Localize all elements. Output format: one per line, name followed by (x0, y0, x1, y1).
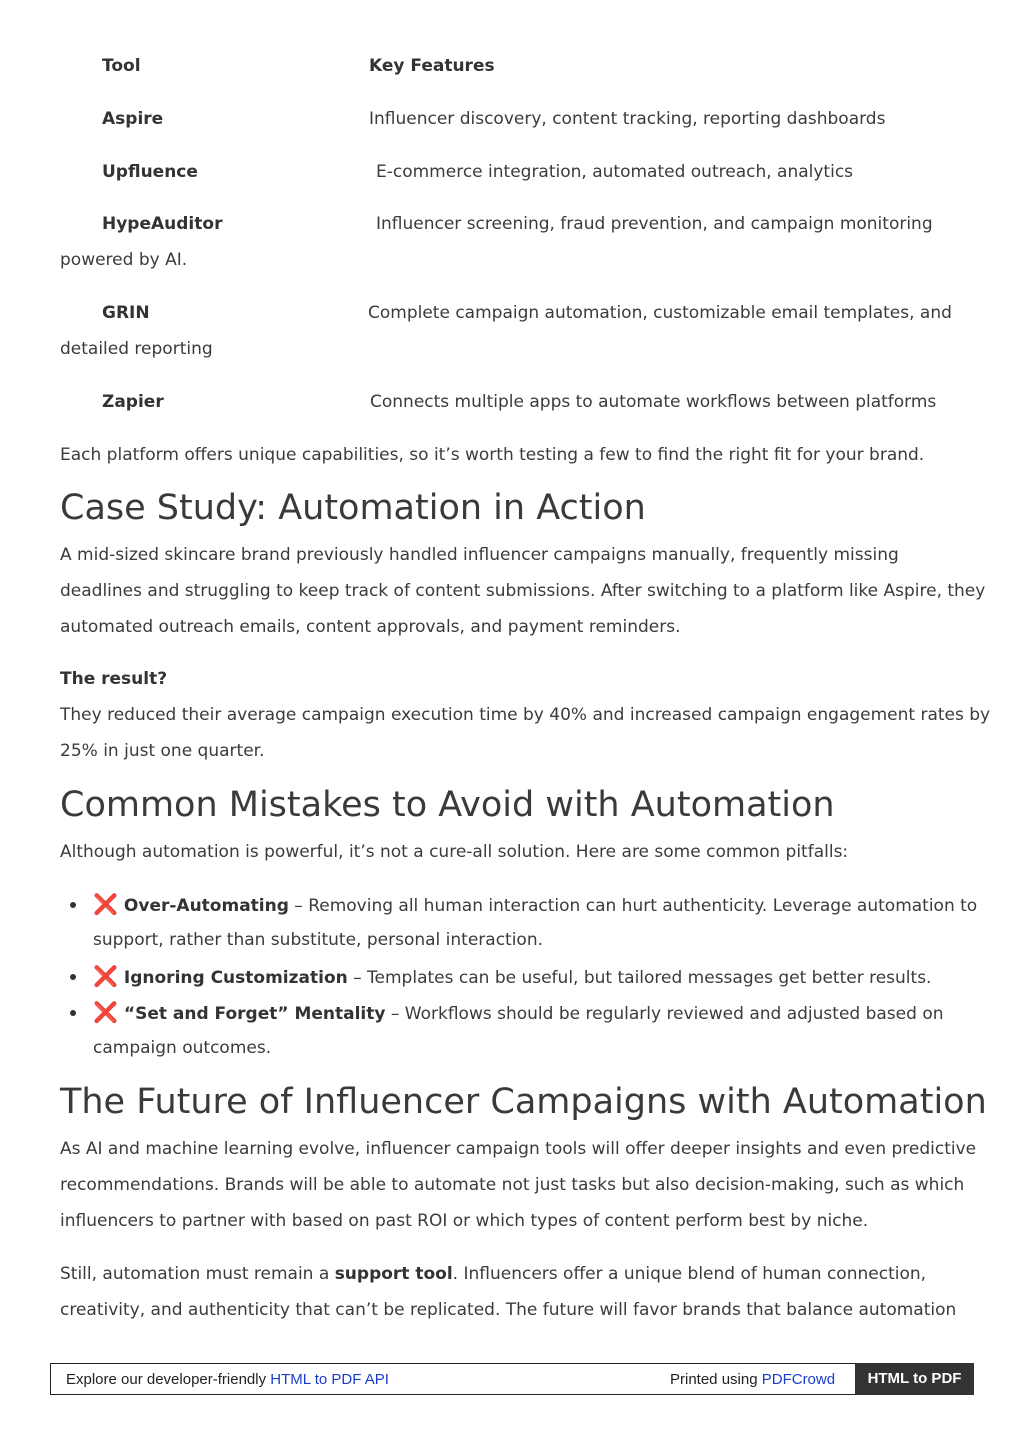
paragraph-line: deadlines and struggling to keep track of content submissions. After switching to a platform like Aspire, they (60, 581, 986, 601)
list-item-title: Over-Automating (123, 896, 289, 916)
section-heading-future: The Future of Influencer Campaigns with Automation (60, 1082, 987, 1122)
list-item-title: “Set and Forget” Mentality (123, 1004, 386, 1024)
result-label: The result? (60, 669, 168, 689)
text-span: . Influencers offer a unique blend of human connection, (452, 1264, 927, 1284)
paragraph-line: Although automation is powerful, it’s not a cure-all solution. Here are some common pitfalls: (60, 842, 849, 862)
table-cell-features: Connects multiple apps to automate workflows between platforms (370, 392, 937, 412)
cross-mark-icon: ❌ (93, 892, 118, 916)
paragraph-line: automated outreach emails, content approvals, and payment reminders. (60, 617, 681, 637)
footer-mid (670, 1371, 835, 1388)
table-header-features: Key Features (369, 56, 495, 76)
cross-mark-icon: ❌ (93, 964, 118, 988)
table-cell-features: E-commerce integration, automated outreach, analytics (376, 162, 854, 182)
intro-note: Each platform offers unique capabilities, so it’s worth testing a few to find the right fit for your brand. (60, 445, 925, 465)
paragraph-line: As AI and machine learning evolve, influencer campaign tools will offer deeper insights and even predictive (60, 1139, 977, 1159)
list-item-title: Ignoring Customization (123, 968, 348, 988)
list-item-continued: support, rather than substitute, personal interaction. (93, 930, 544, 950)
html-to-pdf-button[interactable]: HTML to PDF (855, 1363, 974, 1395)
table-cell-features: Influencer discovery, content tracking, reporting dashboards (369, 109, 886, 129)
section-heading-mistakes: Common Mistakes to Avoid with Automation (60, 785, 835, 825)
bullet-dot (70, 974, 76, 980)
table-cell-features: Complete campaign automation, customizable email templates, and (368, 303, 952, 323)
bullet-dot (70, 1010, 76, 1016)
paragraph-line (60, 1256, 926, 1292)
paragraph-line: influencers to partner with based on past ROI or which types of content perform best by niche. (60, 1211, 869, 1231)
pdfcrowd-link[interactable]: PDFCrowd (761, 1371, 836, 1388)
paragraph-line: A mid-sized skincare brand previously handled influencer campaigns manually, frequently missing (60, 545, 899, 565)
table-header-tool: Tool (102, 56, 141, 76)
table-cell-features-continued: powered by AI. (60, 250, 188, 270)
emphasis-support-tool: support tool (334, 1264, 453, 1284)
cross-mark-icon: ❌ (93, 1000, 118, 1024)
footer-text: Printed using (670, 1371, 762, 1388)
list-item-text: – Workflows should be regularly reviewed and adjusted based on (385, 1004, 944, 1024)
paragraph-line: They reduced their average campaign execution time by 40% and increased campaign engagement rates by (60, 705, 991, 725)
table-cell-tool: GRIN (102, 303, 150, 323)
list-item-text: – Removing all human interaction can hurt authenticity. Leverage automation to (288, 896, 978, 916)
list-item (93, 994, 944, 1032)
table-cell-features-continued: detailed reporting (60, 339, 213, 359)
table-cell-tool: Zapier (102, 392, 164, 412)
section-heading-case-study: Case Study: Automation in Action (60, 488, 646, 528)
pdf-footer-bar (50, 1363, 974, 1395)
html-to-pdf-api-link[interactable]: HTML to PDF API (270, 1371, 389, 1388)
bullet-dot (70, 902, 76, 908)
text-span: Still, automation must remain a (60, 1264, 335, 1284)
paragraph-line: 25% in just one quarter. (60, 741, 265, 761)
table-cell-tool: HypeAuditor (102, 214, 223, 234)
paragraph-line: creativity, and authenticity that can’t be replicated. The future will favor brands that balance automation (60, 1300, 957, 1320)
footer-left (66, 1371, 389, 1388)
list-item-text: – Templates can be useful, but tailored messages get better results. (347, 968, 932, 988)
list-item (93, 886, 977, 924)
table-cell-features: Influencer screening, fraud prevention, and campaign monitoring (376, 214, 933, 234)
paragraph-line: recommendations. Brands will be able to automate not just tasks but also decision-making, such as which (60, 1175, 965, 1195)
table-cell-tool: Upfluence (102, 162, 198, 182)
list-item-continued: campaign outcomes. (93, 1038, 272, 1058)
table-cell-tool: Aspire (102, 109, 164, 129)
footer-text: Explore our developer-friendly (66, 1371, 271, 1388)
list-item (93, 958, 931, 996)
